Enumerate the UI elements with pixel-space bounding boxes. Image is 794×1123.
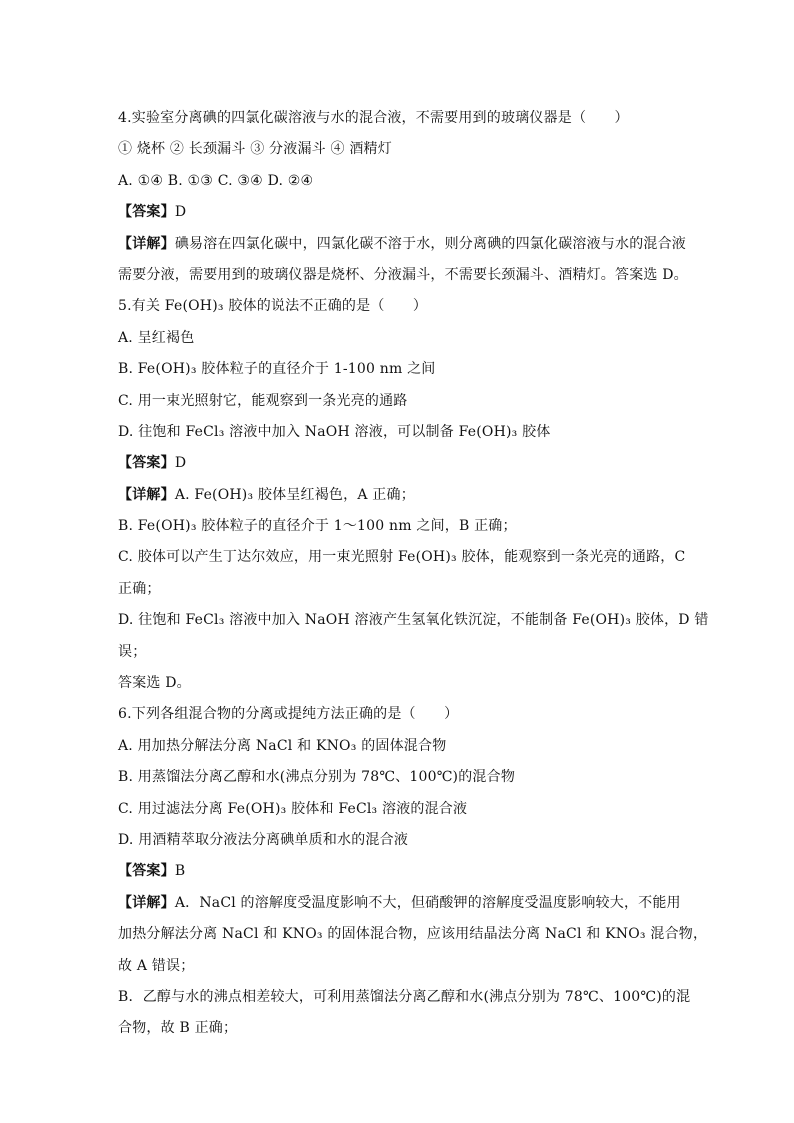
question-6-option-d: D. 用酒精萃取分液法分离碘单质和水的混合液 xyxy=(118,831,409,848)
question-5-option-a: A. 呈红褐色 xyxy=(118,329,195,346)
answer-label: 【答案】 xyxy=(118,455,175,472)
question-6-detail-line-4: B．乙醇与水的沸点相差较大，可利用蒸馏法分离乙醇和水(沸点分别为 78℃、100℃)的混 xyxy=(118,988,691,1005)
question-6-detail-line-1 xyxy=(118,888,681,919)
question-5-option-b: B. Fe(OH)₃ 胶体粒子的直径介于 1-100 nm 之间 xyxy=(118,361,436,378)
detail-text: A. Fe(OH)₃ 胶体呈红褐色，A 正确； xyxy=(174,486,415,503)
question-4-answer xyxy=(118,197,678,228)
answer-label: 【答案】 xyxy=(118,204,175,221)
question-5-detail-line-5: D. 往饱和 FeCl₃ 溶液中加入 NaOH 溶液产生氢氧化铁沉淀，不能制备 Fe(OH)₃ 胶体，D 错 xyxy=(118,612,709,629)
question-6-option-c: C. 用过滤法分离 Fe(OH)₃ 胶体和 FeCl₃ 溶液的混合液 xyxy=(118,800,468,817)
question-6-detail-line-5: 合物，故 B 正确； xyxy=(118,1020,238,1037)
answer-value: D xyxy=(174,204,187,221)
detail-label: 【详解】 xyxy=(118,894,175,911)
question-5-detail-line-6: 误； xyxy=(118,643,147,660)
question-5-detail-line-4: 正确； xyxy=(118,580,161,597)
document-body xyxy=(118,103,709,1045)
detail-label: 【详解】 xyxy=(118,235,175,252)
question-5-detail-line-1 xyxy=(118,480,678,511)
question-5-answer xyxy=(118,448,678,479)
answer-value: B xyxy=(174,863,186,880)
question-6-option-a: A. 用加热分解法分离 NaCl 和 KNO₃ 的固体混合物 xyxy=(118,737,447,754)
question-4-stem: 4.实验室分离碘的四氯化碳溶液与水的混合液，不需要用到的玻璃仪器是（ ） xyxy=(118,110,629,126)
question-4-instrument-list: ① 烧杯 ② 长颈漏斗 ③ 分液漏斗 ④ 酒精灯 xyxy=(118,141,392,158)
question-4-options: A. ①④ B. ①③ C. ③④ D. ②④ xyxy=(118,172,314,189)
question-5-detail-line-2: B. Fe(OH)₃ 胶体粒子的直径介于 1～100 nm 之间，B 正确； xyxy=(118,518,517,535)
question-4-detail-line-1 xyxy=(118,229,687,260)
question-4-detail-line-2: 需要分液，需要用到的玻璃仪器是烧杯、分液漏斗，不需要长颈漏斗、酒精灯。答案选 D。 xyxy=(118,266,688,283)
answer-label: 【答案】 xyxy=(118,863,175,880)
question-5-stem: 5.有关 Fe(OH)₃ 胶体的说法不正确的是（ ） xyxy=(118,298,428,315)
question-6-detail-line-2: 加热分解法分离 NaCl 和 KNO₃ 的固体混合物，应该用结晶法分离 NaCl 和 KNO₃ 混合物， xyxy=(118,926,708,943)
question-6-answer xyxy=(118,856,678,887)
question-5-detail-line-7: 答案选 D。 xyxy=(118,675,191,692)
question-5-detail-line-3: C. 胶体可以产生丁达尔效应，用一束光照射 Fe(OH)₃ 胶体，能观察到一条光亮的通路，C xyxy=(118,549,686,566)
question-5-option-c: C. 用一束光照射它，能观察到一条光亮的通路 xyxy=(118,392,408,409)
detail-text: 碘易溶在四氯化碳中，四氯化碳不溶于水，则分离碘的四氯化碳溶液与水的混合液 xyxy=(174,235,687,252)
question-5-option-d: D. 往饱和 FeCl₃ 溶液中加入 NaOH 溶液，可以制备 Fe(OH)₃ 胶体 xyxy=(118,423,551,440)
question-6-detail-line-3: 故 A 错误； xyxy=(118,957,195,974)
detail-label: 【详解】 xyxy=(118,486,175,503)
answer-value: D xyxy=(174,455,187,472)
question-6-stem: 6.下列各组混合物的分离或提纯方法正确的是（ ） xyxy=(118,706,459,723)
question-6-option-b: B. 用蒸馏法分离乙醇和水(沸点分别为 78℃、100℃)的混合物 xyxy=(118,769,516,786)
detail-text: A．NaCl 的溶解度受温度影响不大，但硝酸钾的溶解度受温度影响较大，不能用 xyxy=(174,894,681,911)
